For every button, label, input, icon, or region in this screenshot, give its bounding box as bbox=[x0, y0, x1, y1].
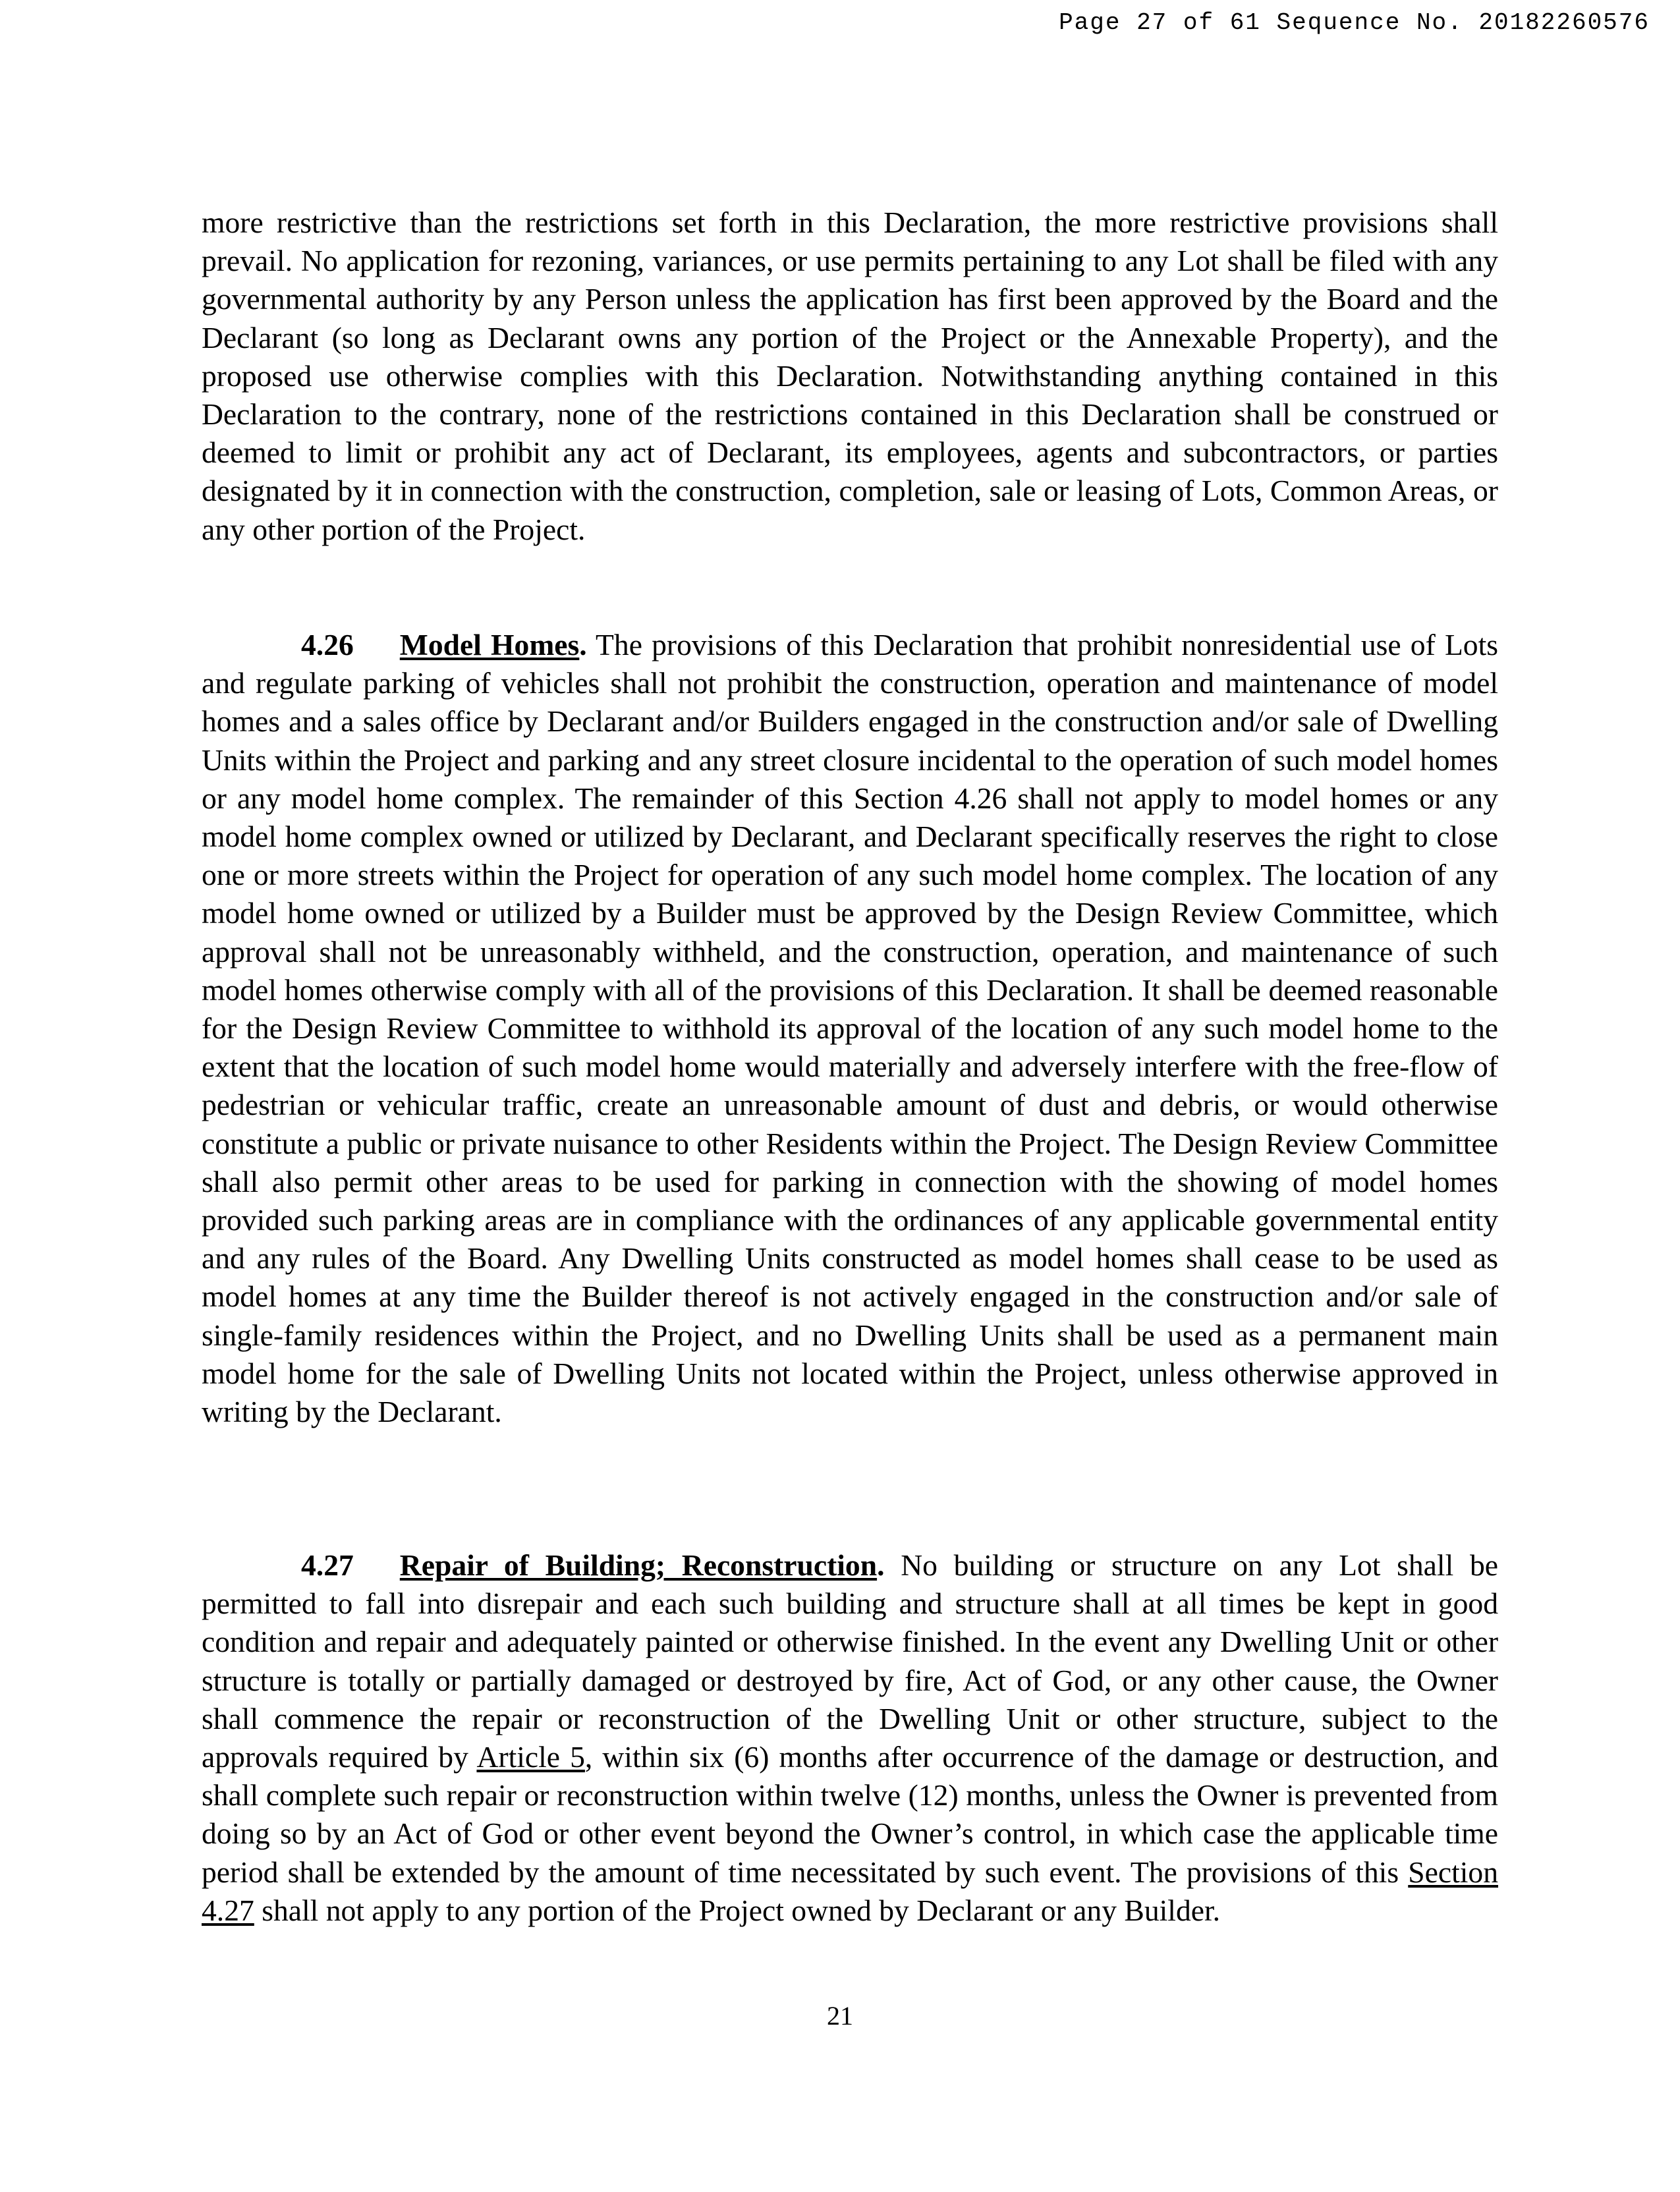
section-4-27-reference: Section 4.27 bbox=[202, 1855, 1498, 1927]
section-4-26-model-homes bbox=[202, 626, 1498, 1431]
section-text-part-3: shall not apply to any portion of the Project owned by Declarant or any Builder. bbox=[254, 1893, 1221, 1927]
section-text: The provisions of this Declaration that prohibit nonresidential use of Lots and regulate parking of vehicles shall not prohibit the construction, operation and maintenance of model homes and a sales office by Declarant and/or Builders engaged in the construction and/or sale of Dwelling Units within the Project and parking and any street closure incidental to the operation of such model homes or any model home complex. The remainder of this Section 4.26 shall not apply to model homes or any model home complex owned or utilized by Declarant, and Declarant specifically reserves the right to close one or more streets within the Project for operation of any such model home complex. The location of any model home owned or utilized by a Builder must be approved by the Design Review Committee, which approval shall not be unreasonably withheld, and the construction, operation, and maintenance of such model homes otherwise comply with all of the provisions of this Declaration. It shall be deemed reasonable for the Design Review Committee to withhold its approval of the location of any such model home to the extent that the location of such model home would materially and adversely interfere with the free-flow of pedestrian or vehicular traffic, create an unreasonable amount of dust and debris, or would otherwise constitute a public or private nuisance to other Residents within the Project. The Design Review Committee shall also permit other areas to be used for parking in connection with the showing of model homes provided such parking areas are in compliance with the ordinances of any applicable governmental entity and any rules of the Board. Any Dwelling Units constructed as model homes shall cease to be used as model homes at any time the Builder thereof is not actively engaged in the construction and/or sale of single-family residences within the Project, and no Dwelling Units shall be used as a permanent main model home for the sale of Dwelling Units not located within the Project, unless otherwise approved in writing by the Declarant. bbox=[202, 628, 1498, 1429]
section-title: Repair of Building; Reconstruction bbox=[399, 1548, 878, 1582]
page-sequence-header: Page 27 of 61 Sequence No. 20182260576 bbox=[1059, 9, 1650, 36]
section-number: 4.27 bbox=[301, 1548, 354, 1582]
paragraph-continuation bbox=[202, 204, 1498, 549]
article-5-reference: Article 5 bbox=[476, 1740, 585, 1774]
section-title-punctuation: . bbox=[877, 1548, 885, 1582]
section-title-punctuation: . bbox=[579, 628, 587, 661]
paragraph-text: more restrictive than the restrictions set forth in this Declaration, the more restrictive provisions shall prevail. No application for rezoning, variances, or use permits pertaining to any Lot shall be filed with any governmental authority by any Person unless the application has first been approved by the Board and the Declarant (so long as Declarant owns any portion of the Project or the Annexable Property), and the proposed use otherwise complies with this Declaration. Notwithstanding anything contained in this Declaration to the contrary, none of the restrictions contained in this Declaration shall be construed or deemed to limit or prohibit any act of Declarant, its employees, agents and subcontractors, or parties designated by it in connection with the construction, completion, sale or leasing of Lots, Common Areas, or any other portion of the Project. bbox=[202, 206, 1498, 546]
section-4-27-repair-of-building bbox=[202, 1546, 1498, 1930]
section-text-part-2: , within six (6) months after occurrence of the damage or destruction, and shall complete such repair or reconstruction within twelve (12) months, unless the Owner is prevented from doing so by an Act of God or other event beyond the Owner’s control, in which case the applicable time period shall be extended by the amount of time necessitated by such event. The provisions of this bbox=[202, 1740, 1498, 1889]
section-text-part-1: No building or structure on any Lot shall be permitted to fall into disrepair and each such building and structure shall at all times be kept in good condition and repair and adequately painted or otherwise finished. In the event any Dwelling Unit or other structure is totally or partially damaged or destroyed by fire, Act of God, or any other cause, the Owner shall commence the repair or reconstruction of the Dwelling Unit or other structure, subject to the approvals required by bbox=[202, 1548, 1498, 1774]
page-number: 21 bbox=[827, 2001, 853, 2031]
section-title: Model Homes bbox=[399, 628, 580, 661]
section-number: 4.26 bbox=[301, 628, 354, 661]
section-paragraph bbox=[202, 1546, 1498, 1930]
section-paragraph bbox=[202, 626, 1498, 1431]
